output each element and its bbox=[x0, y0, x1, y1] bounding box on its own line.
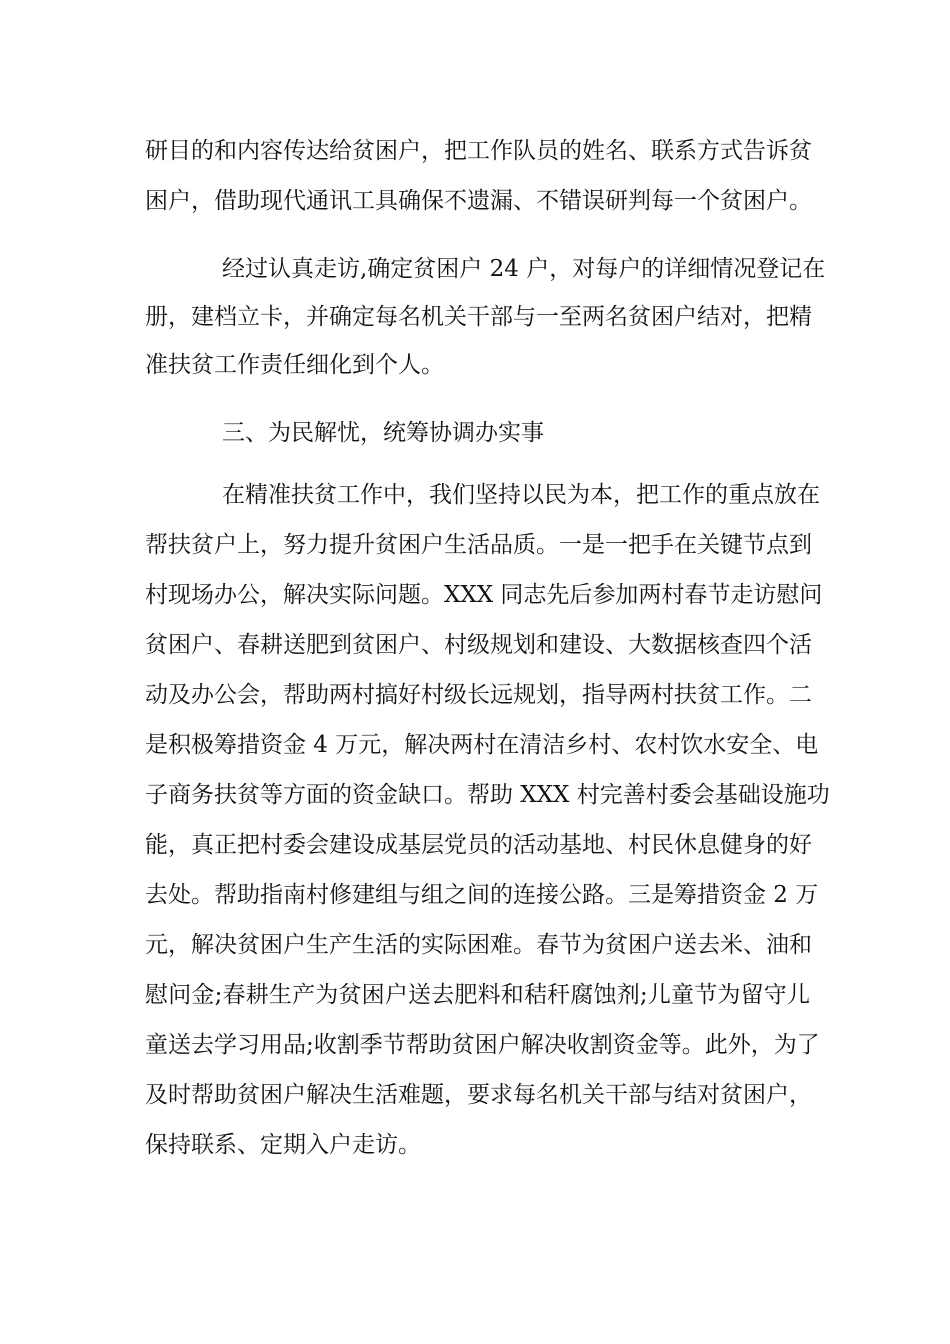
body-text-line: 能，真正把村委会建设成基层党员的活动基地、村民休息健身的好 bbox=[145, 832, 812, 858]
body-text-line: 童送去学习用品;收割季节帮助贫困户解决收割资金等。此外，为了 bbox=[145, 1032, 820, 1058]
body-text-line: 去处。帮助指南村修建组与组之间的连接公路。三是筹措资金 2 万 bbox=[145, 882, 819, 908]
body-text-line: 慰问金;春耕生产为贫困户送去肥料和秸秆腐蚀剂;儿童节为留守儿 bbox=[145, 982, 810, 1008]
body-text-line: 研目的和内容传达给贫困户，把工作队员的姓名、联系方式告诉贫 bbox=[145, 138, 812, 164]
body-text-line: 及时帮助贫困户解决生活难题，要求每名机关干部与结对贫困户， bbox=[145, 1082, 812, 1108]
body-text-line: 村现场办公，解决实际问题。XXX 同志先后参加两村春节走访慰问 bbox=[145, 582, 823, 608]
body-text-line: 册，建档立卡，并确定每名机关干部与一至两名贫困户结对，把精 bbox=[145, 304, 812, 330]
body-text-line: 帮扶贫户上，努力提升贫困户生活品质。一是一把手在关键节点到 bbox=[145, 532, 812, 558]
body-text-line: 贫困户、春耕送肥到贫困户、村级规划和建设、大数据核查四个活 bbox=[145, 632, 812, 658]
body-text-line: 是积极筹措资金 4 万元，解决两村在清洁乡村、农村饮水安全、电 bbox=[145, 732, 819, 758]
body-text-line: 元，解决贫困户生产生活的实际困难。春节为贫困户送去米、油和 bbox=[145, 932, 812, 958]
body-text-line: 在精准扶贫工作中，我们坚持以民为本，把工作的重点放在 bbox=[222, 482, 820, 508]
body-text-line: 子商务扶贫等方面的资金缺口。帮助 XXX 村完善村委会基础设施功 bbox=[145, 782, 830, 808]
body-text-line: 经过认真走访,确定贫困户 24 户，对每户的详细情况登记在 bbox=[222, 256, 826, 282]
section-heading: 三、为民解忧，统筹协调办实事 bbox=[222, 420, 544, 446]
body-text-line: 困户，借助现代通讯工具确保不遗漏、不错误研判每一个贫困户。 bbox=[145, 188, 812, 214]
body-text-line: 准扶贫工作责任细化到个人。 bbox=[145, 352, 444, 378]
body-text-line: 保持联系、定期入户走访。 bbox=[145, 1132, 421, 1158]
body-text-line: 动及办公会，帮助两村搞好村级长远规划，指导两村扶贫工作。二 bbox=[145, 682, 812, 708]
